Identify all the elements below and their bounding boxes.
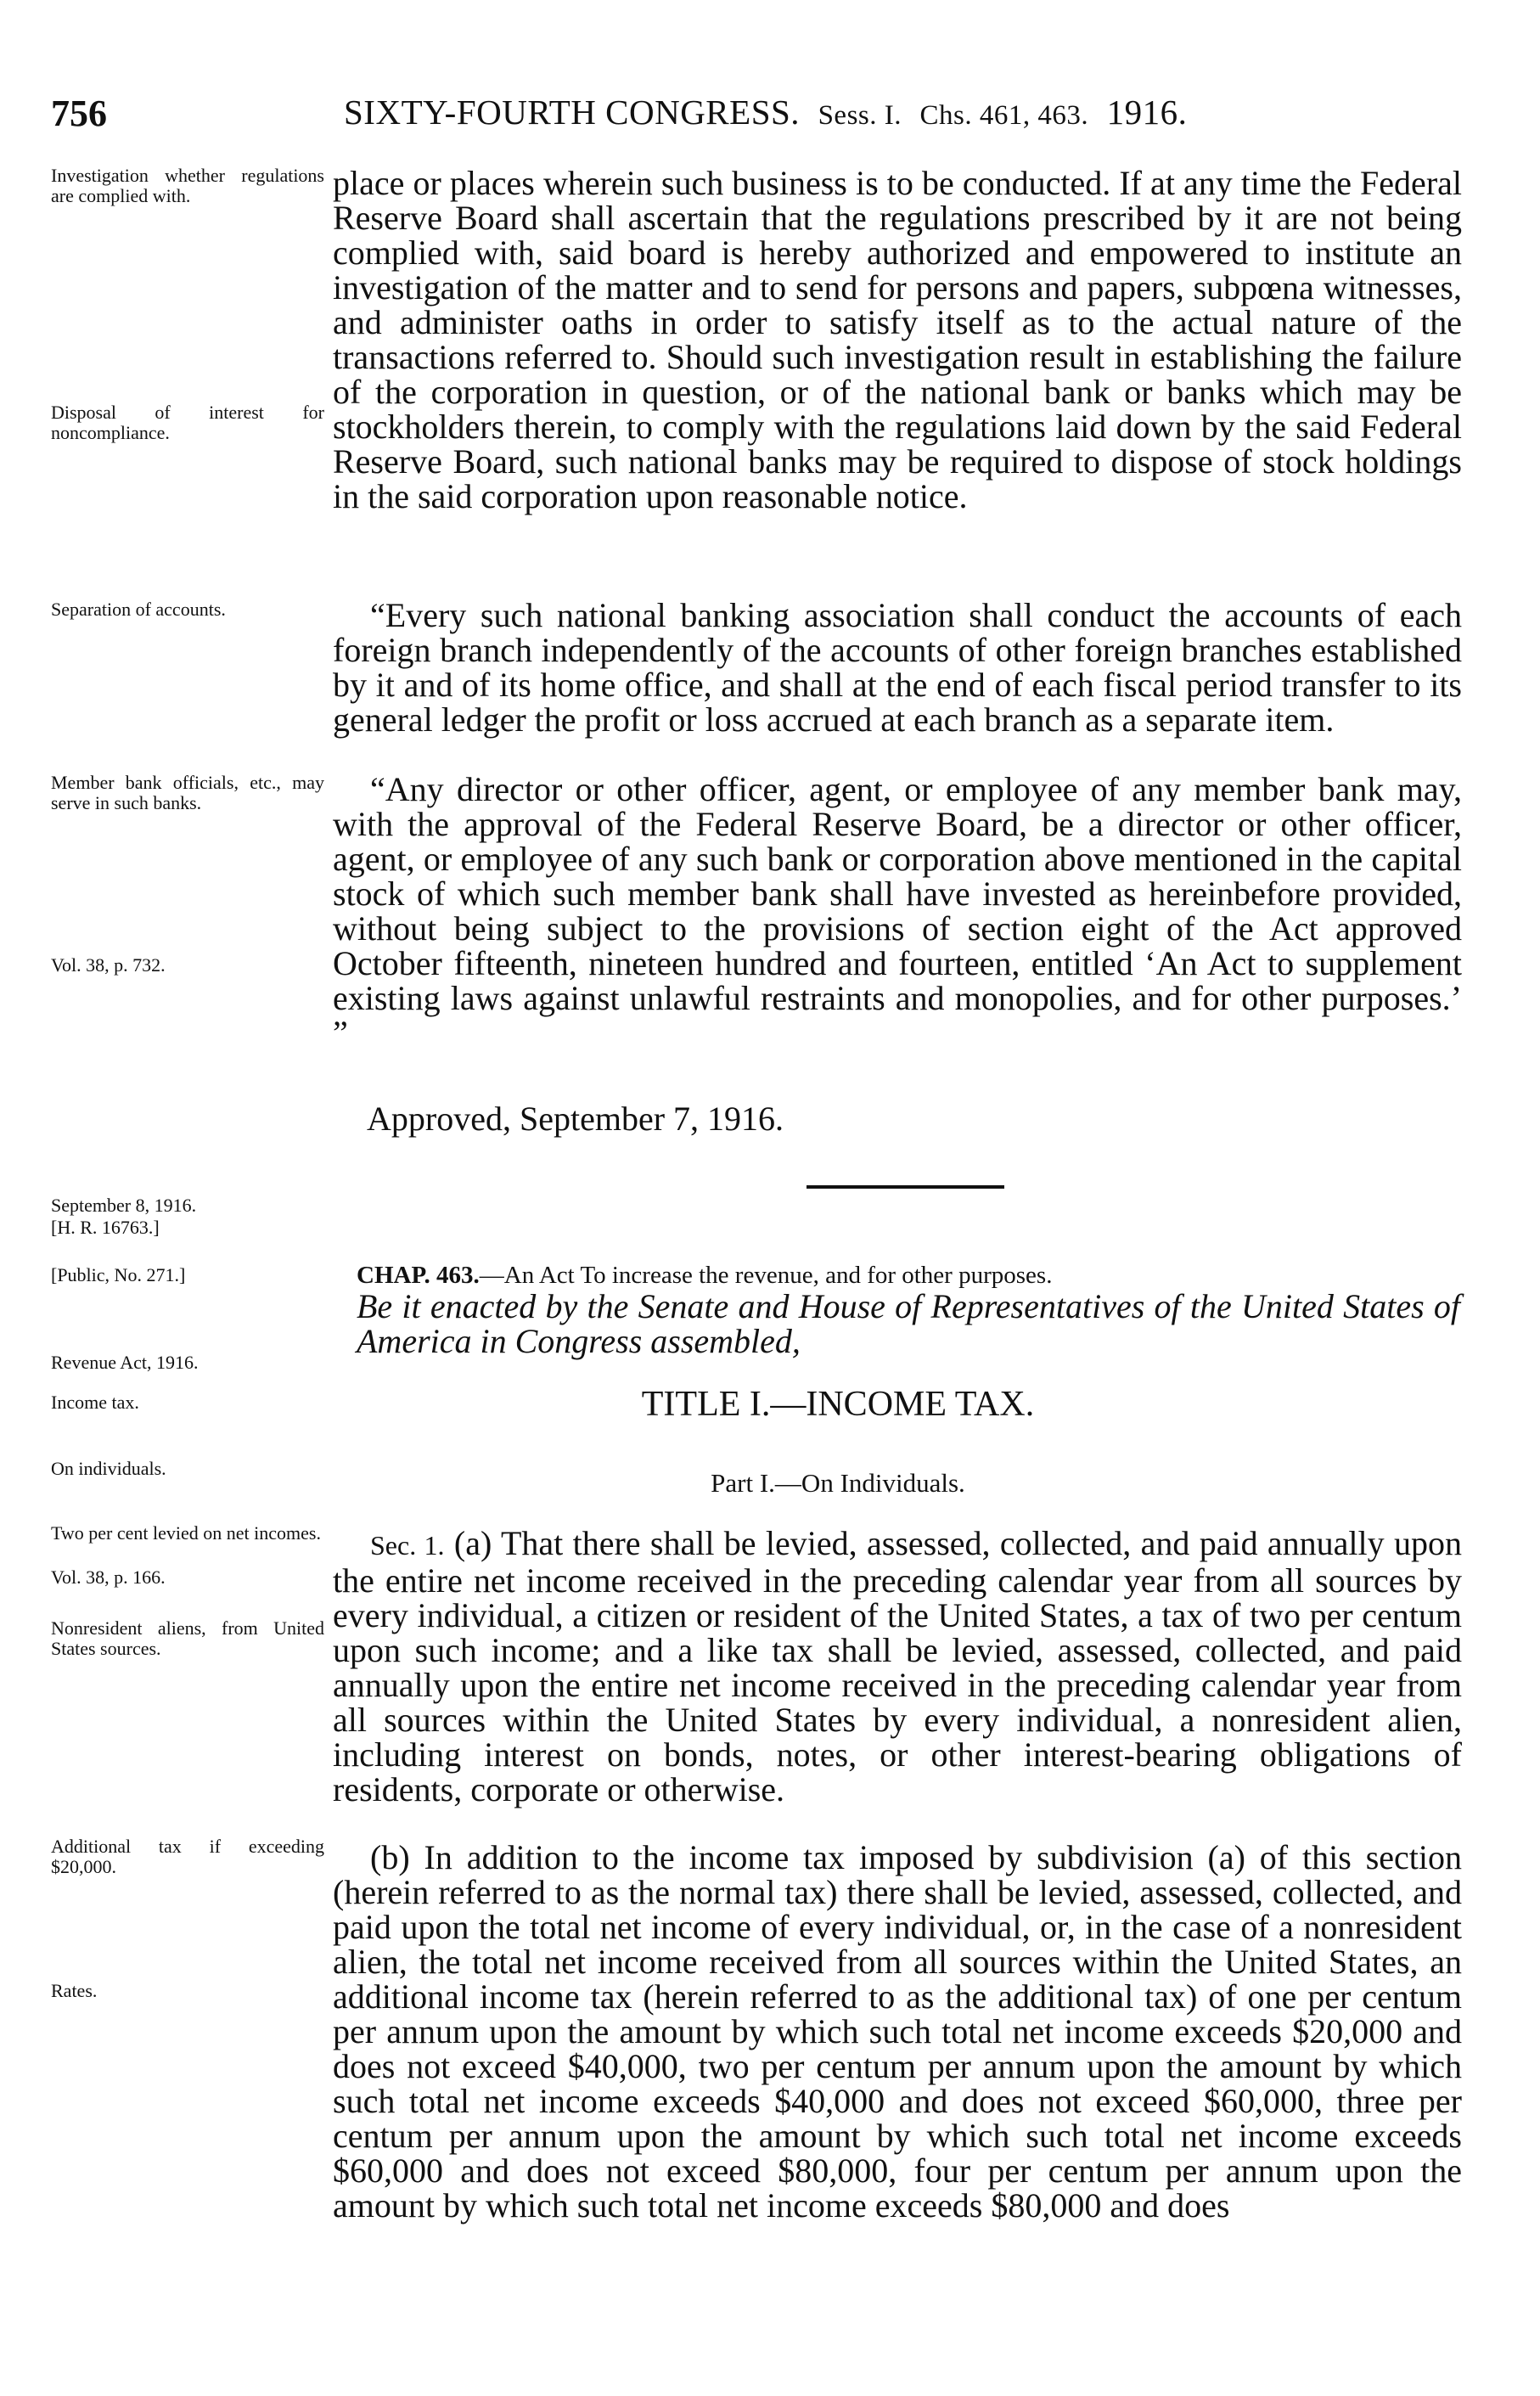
part-heading (0, 1460, 1540, 1500)
margin-note-vol-ref: Vol. 38, p. 732. (51, 954, 166, 976)
paragraph-separation-accounts: “Every such national banking association shall conduct the accounts of each foreign branch independently of the accounts of other foreign branches established by it and of its home office, and shall at the end of each fiscal period transfer to its general ledger the profit or loss accrued at each branch as a separate item. (333, 596, 1462, 739)
paragraph-member-bank: “Any director or other officer, agent, or employee of any member bank may, with the approval of the Federal Reserve Board, be a director or other officer, agent, or employee of any such bank or corporation above mentioned in the capital stock of which such member bank shall have invested as hereinbefore provided, without being subject to the provisions of section eight of the Act approved October fifteenth, nineteen hundred and fourteen, entitled ‘An Act to supplement existing laws against unlawful restraints and monopolies, and for other purposes.’ ” (333, 770, 1462, 1052)
margin-note-separation: Separation of accounts. (51, 599, 226, 620)
section-1-a-text: (a) That there shall be levied, assessed, collected, and paid annually upon the entire net income received in the preceding calendar year from all sources by every individual, a citizen or resident of the United States, a tax of two per centum upon such income; and a like tax shall be levied, assessed, collected, and paid annually upon the entire net income received in the preceding calendar year from all sources within the United States by every individual, a nonresident alien, including interest on bonds, notes, or other interest-bearing obligations of residents, corporate or otherwise. (333, 1524, 1463, 1808)
page-number: 756 (51, 93, 107, 134)
section-label: Sec. 1. (370, 1530, 445, 1561)
margin-note-income-tax: Income tax. (51, 1392, 139, 1413)
header-congress: SIXTY-FOURTH CONGRESS. (344, 93, 801, 132)
chapter-heading (357, 1261, 1452, 1290)
approval-line: Approved, September 7, 1916. (367, 1100, 784, 1138)
section-1-a (333, 1526, 1462, 1807)
part-heading-text: Part I.—On Individuals. (711, 1468, 965, 1498)
margin-note-disposal: Disposal of interest for noncompliance. (51, 402, 324, 443)
paragraph-regulations: place or places wherein such business is to be conducted. If at any time the Federal Reserve Board shall ascertain that the regulations prescribed by it are not being complied with, said board is hereby authorized and empowered to institute an investigation of the matter and to send for persons and papers, subpœna witnesses, and administer oaths in order to satisfy itself as to the actual nature of the transactions referred to. Should such investigation result in establishing the failure of the corporation in question, or of the national bank or banks which may be stockholders therein, to comply with the regulations laid down by the said Federal Reserve Board, such national banks may be required to dispose of stock holdings in the said corporation upon reasonable notice. (333, 164, 1462, 515)
margin-note-rates: Rates. (51, 1980, 98, 2001)
header-title (344, 92, 1187, 132)
margin-note-additional: Additional tax if exceeding $20,000. (51, 1836, 324, 1877)
title-heading: TITLE I.—INCOME TAX. (641, 1385, 1035, 1424)
header-session: Sess. I. (818, 100, 902, 131)
header-chapters: Chs. 461, 463. (919, 100, 1089, 131)
margin-note-date: September 8, 1916. (51, 1195, 197, 1216)
margin-note-hr: [H. R. 16763.] (51, 1217, 160, 1238)
margin-note-on-individuals: On individuals. (51, 1458, 166, 1479)
margin-note-member-bank: Member bank officials, etc., may serve in such banks. (51, 772, 324, 813)
margin-note-investigation: Investigation whether regulations are complied with. (51, 165, 324, 206)
chapter-label: CHAP. 463. (357, 1262, 480, 1289)
margin-note-public: [Public, No. 271.] (51, 1264, 186, 1285)
section-divider (807, 1185, 1004, 1189)
running-header (51, 92, 1460, 143)
enacting-clause: Be it enacted by the Senate and House of Representatives of the United States of America in Congress assembled, (357, 1287, 1460, 1360)
margin-note-nonresident: Nonresident aliens, from United States sources. (51, 1617, 324, 1659)
section-1-b: (b) In addition to the income tax imposed by subdivision (a) of this section (herein referred to as the normal tax) there shall be levied, assessed, collected, and paid upon the total net income of every individual, or, in the case of a nonresident alien, the total net income received from all sources within the United States, an additional income tax (herein referred to as the additional tax) of one per centum per annum upon the amount by which such total net income exceeds $20,000 and does not exceed $40,000, two per centum per annum upon the amount by which such total net income exceeds $40,000 and does not exceed $60,000, three per centum per annum upon the amount by which such total net income exceeds $60,000 and does not exceed $80,000, four per centum per annum upon the amount by which such total net income exceeds $80,000 and does (333, 1838, 1462, 2224)
margin-note-two-percent: Two per cent levied on net incomes. (51, 1522, 321, 1544)
margin-note-vol-ref-2: Vol. 38, p. 166. (51, 1566, 166, 1588)
chapter-description: —An Act To increase the revenue, and for other purposes. (479, 1262, 1053, 1289)
margin-note-revenue-act: Revenue Act, 1916. (51, 1352, 199, 1373)
header-year: 1916. (1106, 93, 1188, 132)
